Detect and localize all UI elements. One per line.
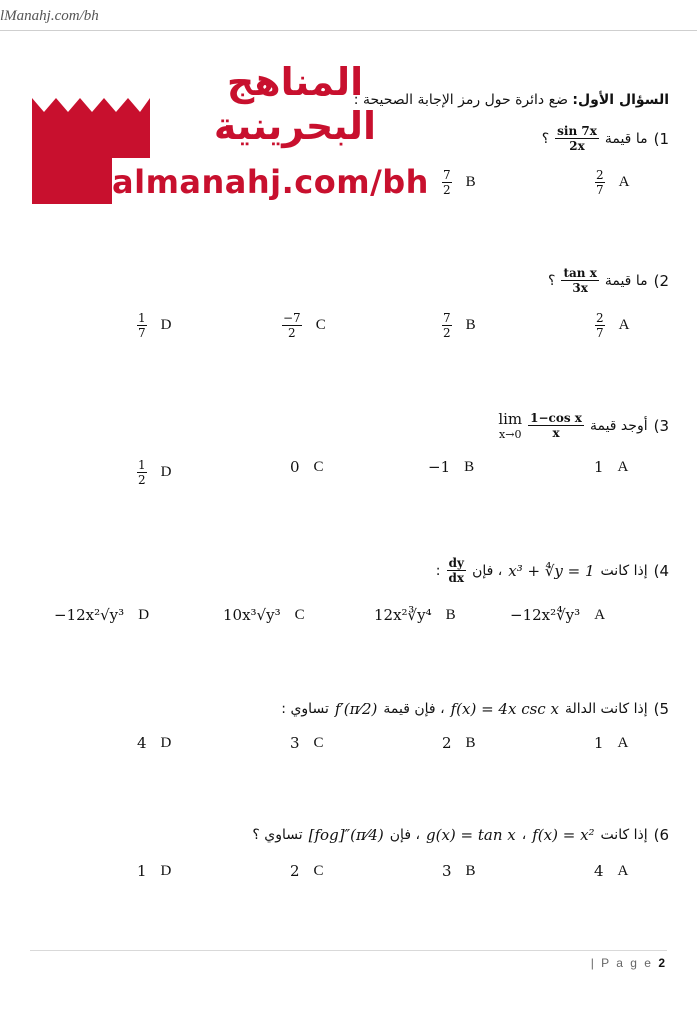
option-a[interactable] xyxy=(594,458,628,476)
options-row-3 xyxy=(0,458,697,492)
option-value: −12x²√y³ xyxy=(54,606,125,624)
option-b[interactable] xyxy=(442,311,476,340)
option-letter: B xyxy=(445,606,456,623)
question-expression: [fog]″(π⁄4) xyxy=(308,826,384,844)
option-value: 4 xyxy=(594,862,604,880)
fraction-denominator: x xyxy=(552,426,560,440)
option-letter: A xyxy=(618,174,630,190)
option-letter: D xyxy=(160,317,172,333)
question-text: ما قيمة xyxy=(604,130,648,147)
question-fraction xyxy=(447,556,467,585)
option-b[interactable] xyxy=(374,606,456,624)
limit-label: lim xyxy=(498,410,523,428)
option-num: 1 xyxy=(138,311,146,325)
option-letter: A xyxy=(617,862,629,879)
question-fraction xyxy=(561,266,598,295)
question-equation: x³ + ∜y = 1 xyxy=(508,561,595,580)
watermark-url: lManahj.com/bh xyxy=(0,8,99,24)
option-den: 2 xyxy=(288,326,296,340)
option-den: 2 xyxy=(443,326,451,340)
logo-domain: almanahj.com/bh xyxy=(112,163,429,201)
question-text: إذا كانت الدالة xyxy=(564,701,648,717)
option-num: 7 xyxy=(443,168,451,182)
option-a[interactable] xyxy=(595,311,629,340)
question-text: إذا كانت xyxy=(600,562,648,579)
question-number: 4) xyxy=(653,561,669,580)
fraction-numerator: 1−cos x xyxy=(530,411,582,425)
option-fraction xyxy=(282,311,302,340)
question-text: ما قيمة xyxy=(604,272,648,289)
question-heading xyxy=(354,92,669,108)
option-fraction xyxy=(137,311,147,340)
option-value: 1 xyxy=(594,734,604,752)
option-letter: B xyxy=(465,174,476,190)
fraction-denominator: 2x xyxy=(569,139,585,153)
option-c[interactable] xyxy=(290,458,324,476)
option-den: 2 xyxy=(138,473,146,487)
question-then: ، فإن قيمة xyxy=(383,701,445,717)
question-number: 6) xyxy=(653,826,669,844)
option-letter: D xyxy=(138,606,150,623)
option-c[interactable] xyxy=(282,311,326,340)
footer-divider xyxy=(30,950,667,951)
logo-arabic-line1: المناهج xyxy=(226,60,364,104)
option-letter: C xyxy=(313,862,324,879)
question-equation: f(x) = 4x csc x xyxy=(450,700,559,718)
option-c[interactable] xyxy=(290,734,324,752)
question-separator: ، xyxy=(521,827,527,843)
option-value: −12x²∜y³ xyxy=(510,606,581,624)
question-suffix: : xyxy=(435,562,441,579)
heading-text: ضع دائرة حول رمز الإجابة الصحيحة : xyxy=(353,92,568,108)
fraction-denominator: dx xyxy=(448,571,465,585)
option-den: 2 xyxy=(443,183,451,197)
option-a[interactable] xyxy=(595,168,629,197)
question-fraction xyxy=(528,411,584,440)
fraction-numerator: dy xyxy=(448,556,464,570)
option-letter: D xyxy=(160,734,172,751)
option-value: 2 xyxy=(290,862,300,880)
question-1 xyxy=(542,124,669,153)
question-5 xyxy=(281,700,669,718)
option-d[interactable] xyxy=(137,458,171,487)
question-equation: f(x) = x² xyxy=(532,826,595,844)
question-4 xyxy=(436,556,669,585)
option-fraction xyxy=(442,168,452,197)
question-expression: f′(π⁄2) xyxy=(334,700,378,718)
option-den: 7 xyxy=(138,326,146,340)
options-row-5 xyxy=(0,734,697,768)
question-suffix: ؟ xyxy=(548,272,556,289)
fraction-numerator: tan x xyxy=(563,266,597,280)
option-b[interactable] xyxy=(442,168,476,197)
limit-operator xyxy=(498,410,522,441)
option-letter: C xyxy=(315,317,326,333)
option-b[interactable] xyxy=(442,734,476,752)
option-letter: B xyxy=(465,862,476,879)
option-a[interactable] xyxy=(594,862,628,880)
question-number: 2) xyxy=(653,271,669,290)
option-letter: D xyxy=(160,464,172,480)
option-value: 10x³√y³ xyxy=(223,606,281,624)
logo-arabic-line2: البحرينية xyxy=(213,104,377,148)
option-num: 1 xyxy=(138,458,146,472)
option-letter: A xyxy=(617,458,629,475)
option-fraction xyxy=(595,168,605,197)
question-2 xyxy=(548,266,669,295)
question-text: أوجد قيمة xyxy=(589,417,648,434)
option-letter: C xyxy=(313,458,324,475)
heading-label: السؤال الأول: xyxy=(572,92,669,108)
option-letter: B xyxy=(464,458,475,475)
options-row-6 xyxy=(0,862,697,896)
question-number: 5) xyxy=(653,700,669,718)
fraction-denominator: 3x xyxy=(572,281,588,295)
question-suffix: ؟ xyxy=(541,130,550,147)
page-number: 2 xyxy=(658,956,667,970)
option-c[interactable] xyxy=(290,862,324,880)
option-letter: A xyxy=(618,317,630,333)
option-letter: B xyxy=(465,734,476,751)
option-num: 2 xyxy=(596,311,604,325)
option-num: −7 xyxy=(283,311,301,325)
option-d[interactable] xyxy=(54,606,149,624)
option-fraction xyxy=(442,311,452,340)
option-value: 3 xyxy=(290,734,300,752)
question-equation-2: g(x) = tan x xyxy=(425,826,516,844)
option-d[interactable] xyxy=(137,734,171,752)
option-den: 7 xyxy=(596,183,604,197)
option-b[interactable] xyxy=(442,862,476,880)
question-number: 3) xyxy=(653,416,669,435)
question-6 xyxy=(252,826,669,844)
question-number: 1) xyxy=(653,129,669,148)
option-den: 7 xyxy=(596,326,604,340)
question-suffix: تساوي ؟ xyxy=(252,827,303,843)
options-row-4 xyxy=(0,606,697,640)
page-label: | P a g e xyxy=(590,956,653,970)
option-a[interactable] xyxy=(510,606,605,624)
option-letter: C xyxy=(313,734,324,751)
question-fraction xyxy=(555,124,599,153)
option-value: 3 xyxy=(442,862,452,880)
option-fraction xyxy=(137,458,147,487)
option-num: 7 xyxy=(443,311,451,325)
option-c[interactable] xyxy=(223,606,305,624)
option-value: 12x²∛y⁴ xyxy=(374,606,432,624)
option-value: 2 xyxy=(442,734,452,752)
option-value: 4 xyxy=(137,734,147,752)
option-letter: A xyxy=(617,734,629,751)
question-3 xyxy=(498,410,669,441)
options-row-2 xyxy=(0,311,697,345)
option-value: 1 xyxy=(137,862,147,880)
option-letter: C xyxy=(294,606,305,623)
option-value: 1 xyxy=(594,458,604,476)
question-then: ، فإن xyxy=(472,562,503,579)
option-letter: D xyxy=(160,862,172,879)
option-num: 2 xyxy=(596,168,604,182)
option-value: −1 xyxy=(428,458,451,476)
options-row-1 xyxy=(0,168,697,202)
question-suffix: تساوي : xyxy=(281,701,329,717)
option-letter: A xyxy=(594,606,606,623)
limit-subscript: x→0 xyxy=(499,428,522,441)
question-text: إذا كانت xyxy=(600,827,648,843)
fraction-numerator: sin 7x xyxy=(557,124,597,138)
option-d[interactable] xyxy=(137,311,171,340)
option-fraction xyxy=(595,311,605,340)
option-d[interactable] xyxy=(137,862,171,880)
option-a[interactable] xyxy=(594,734,628,752)
header-divider xyxy=(0,30,697,31)
option-b[interactable] xyxy=(428,458,474,476)
option-letter: B xyxy=(465,317,476,333)
page-footer xyxy=(591,956,667,970)
question-then: ، فإن xyxy=(389,827,420,843)
option-value: 0 xyxy=(290,458,300,476)
